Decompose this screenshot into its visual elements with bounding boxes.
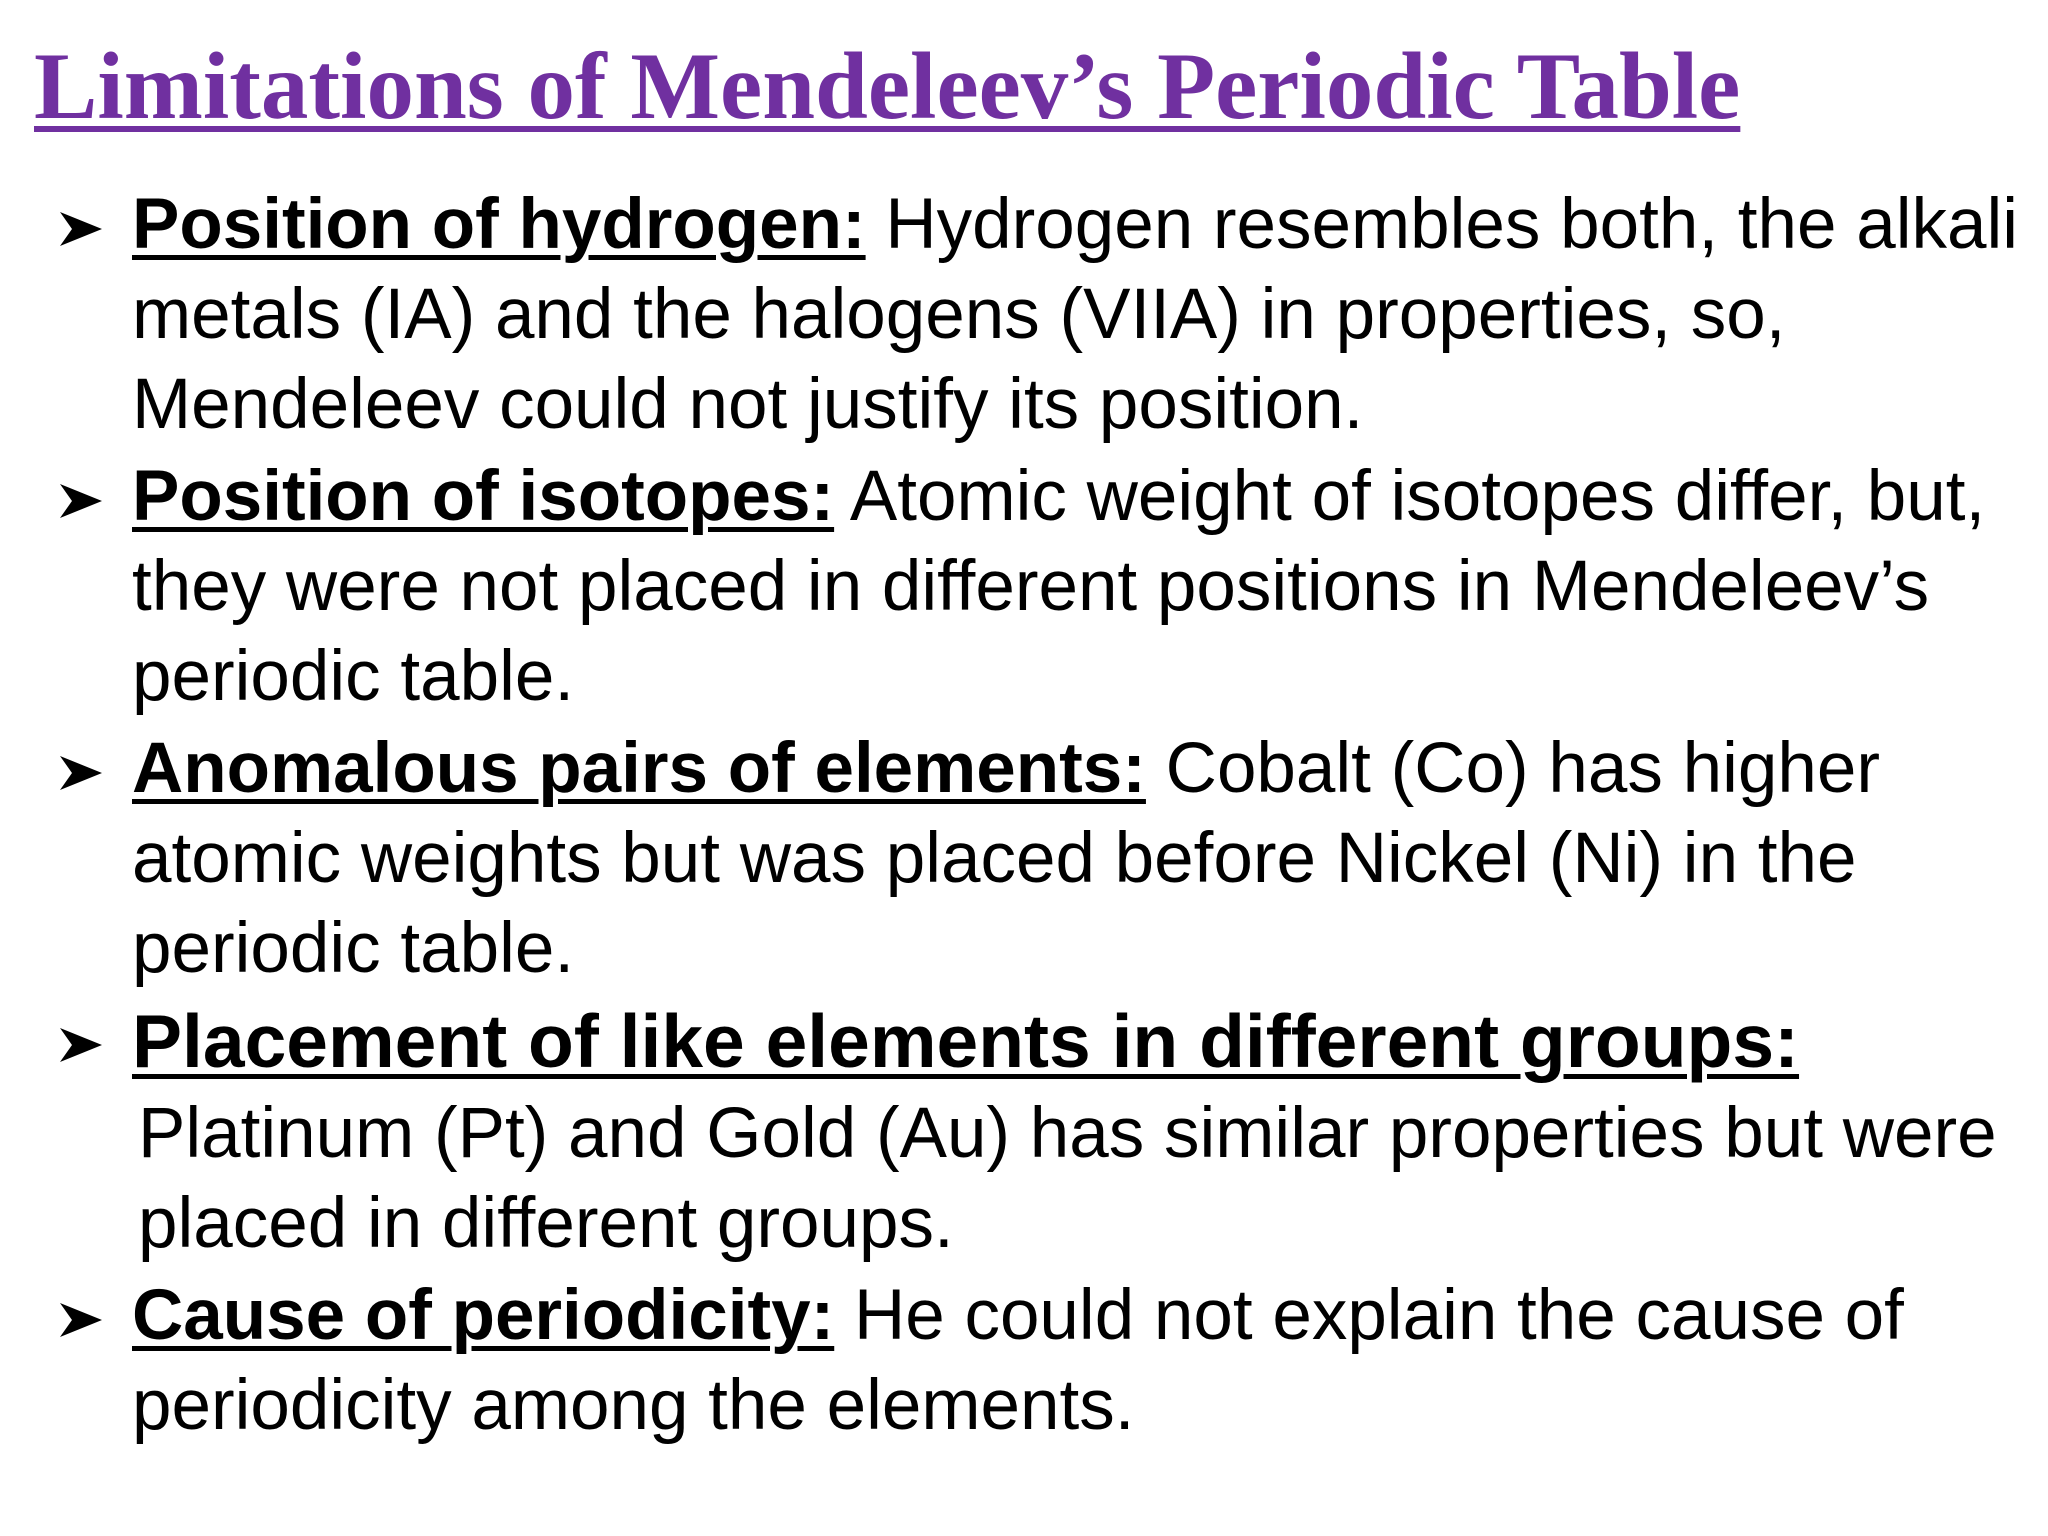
bullet-text: Cobalt (Co) has higher atomic weights but was placed before Nickel (Ni) in the periodic table. (132, 729, 1880, 988)
arrow-bullet-icon (58, 1026, 104, 1064)
slide-title: Limitations of Mendeleev’s Periodic Table (34, 33, 1741, 139)
bullet-item-anomalous-pairs (58, 724, 2018, 994)
bullet-item-periodicity (58, 1271, 2018, 1451)
bullet-list (58, 180, 2018, 1453)
bullet-item-isotopes (58, 452, 2018, 722)
bullet-heading: Anomalous pairs of elements: (132, 729, 1146, 808)
arrow-bullet-icon (58, 210, 104, 248)
arrow-bullet-icon (58, 1301, 104, 1339)
bullet-heading: Cause of periodicity: (132, 1276, 835, 1355)
bullet-heading: Position of hydrogen: (132, 185, 866, 264)
bullet-heading: Placement of like elements in different groups: (132, 999, 1800, 1083)
bullet-heading: Position of isotopes: (132, 457, 835, 536)
arrow-bullet-icon (58, 754, 104, 792)
bullet-text: Atomic weight of isotopes differ, but, they were not placed in different positions in Mendeleev’s periodic table. (132, 457, 1986, 716)
bullet-text: Platinum (Pt) and Gold (Au) has similar properties but were placed in different groups. (138, 1094, 1997, 1263)
bullet-text: Hydrogen resembles both, the alkali metals (IA) and the halogens (VIIA) in properties, so, Mendeleev could not justify its position. (132, 185, 2019, 444)
bullet-item-like-elements (58, 996, 2018, 1269)
bullet-item-hydrogen (58, 180, 2018, 450)
arrow-bullet-icon (58, 482, 104, 520)
bullet-text: He could not explain the cause of periodicity among the elements. (132, 1276, 1904, 1445)
